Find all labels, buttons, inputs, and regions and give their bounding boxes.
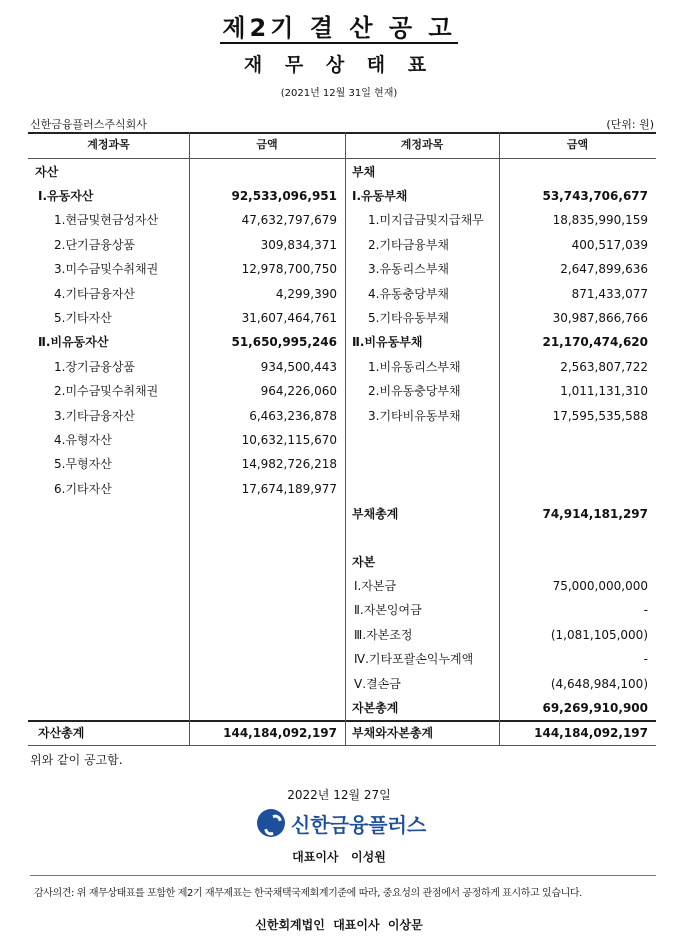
assets-account: 6.기타자산 — [54, 481, 112, 496]
grand-total-label: 부채와자본총계 — [352, 726, 434, 740]
liabilities-amount: 2,563,807,722 — [560, 359, 648, 374]
assets-row — [28, 452, 345, 476]
liabilities-amount: 53,743,706,677 — [542, 189, 648, 203]
equity-account: Ⅰ.자본금 — [354, 579, 397, 593]
assets-row — [28, 355, 345, 379]
assets-account: 5.기타자산 — [54, 311, 112, 325]
assets-amount: 47,632,797,679 — [241, 213, 337, 228]
liabilities-row — [345, 404, 656, 428]
liabilities-account: 1.비유동리스부채 — [368, 359, 461, 374]
assets-row — [28, 404, 345, 428]
liabilities-row — [345, 257, 656, 281]
audit-opinion: 감사의견: 위 재무상태표를 포함한 제2기 재무제표는 한국채택국제회계기준에 따라, 중요성의 관점에서 공정하게 표시하고 있습니다. — [34, 888, 582, 899]
equity-total-amount: 69,269,910,900 — [542, 701, 648, 715]
assets-row — [28, 184, 345, 208]
liabilities-row — [345, 282, 656, 306]
liabilities-amount: 2,647,899,636 — [560, 262, 648, 277]
assets-account: 2.미수금및수취채권 — [54, 384, 159, 399]
liabilities-amount: 400,517,039 — [571, 237, 648, 252]
assets-account: 2.단기금융상품 — [54, 237, 136, 252]
equity-row — [345, 623, 656, 647]
assets-total-row — [28, 721, 345, 745]
liabilities-account: 4.유동충당부채 — [368, 286, 450, 301]
liabilities-total-row — [345, 502, 656, 526]
liabilities-amount: 17,595,535,588 — [552, 408, 648, 423]
header-bottom-rule — [28, 158, 656, 159]
equity-account: Ⅴ.결손금 — [354, 676, 401, 691]
assets-amount: 92,533,096,951 — [231, 189, 337, 203]
assets-row — [28, 282, 345, 306]
liabilities-account: Ⅰ.유동부채 — [352, 189, 408, 203]
header-account-right: 계정과목 — [400, 138, 444, 151]
assets-account: 1.현금및현금성자산 — [54, 213, 159, 228]
assets-amount: 4,299,390 — [275, 286, 337, 301]
assets-row — [28, 379, 345, 403]
liabilities-row — [345, 330, 656, 354]
liabilities-amount: 21,170,474,620 — [542, 335, 648, 350]
assets-heading: 자산 — [35, 165, 59, 179]
assets-account: 5.무형자산 — [54, 457, 112, 472]
assets-account: 4.유형자산 — [54, 433, 112, 447]
equity-account: Ⅲ.자본조정 — [354, 627, 413, 642]
liabilities-row — [345, 208, 656, 232]
liabilities-total-amount: 74,914,181,297 — [542, 507, 648, 521]
assets-row — [28, 428, 345, 452]
equity-amount: - — [643, 652, 648, 667]
assets-row — [28, 477, 345, 501]
liabilities-amount: 871,433,077 — [571, 286, 648, 301]
assets-total-amount: 144,184,092,197 — [223, 726, 337, 740]
company-name: 신한금융플러스주식회사 — [30, 118, 147, 131]
assets-amount: 934,500,443 — [260, 359, 337, 374]
notice-statement: 위와 같이 공고함. — [30, 753, 123, 767]
equity-amount: - — [643, 603, 648, 618]
liabilities-account: Ⅱ.비유동부채 — [352, 335, 423, 350]
liabilities-account: 2.비유동충당부채 — [368, 384, 461, 399]
separator — [30, 875, 656, 876]
liabilities-account: 2.기타금융부채 — [368, 237, 450, 252]
assets-account: Ⅱ.비유동자산 — [38, 335, 109, 350]
equity-account: Ⅱ.자본잉여금 — [354, 603, 422, 618]
assets-account: 1.장기금융상품 — [54, 359, 136, 374]
notice-date: 2022년 12월 27일 — [287, 788, 391, 802]
assets-amount: 14,982,726,218 — [241, 457, 337, 472]
balance-sheet-table — [28, 132, 656, 746]
equity-total-row — [345, 696, 656, 720]
grand-total-row — [345, 721, 656, 745]
assets-row — [28, 306, 345, 330]
assets-row — [28, 257, 345, 281]
auditor-signature: 신한회계법인 대표이사 이상문 — [255, 918, 423, 932]
table-bottom-rule — [28, 745, 656, 746]
assets-row — [28, 233, 345, 257]
equity-amount: 75,000,000,000 — [552, 579, 648, 593]
assets-account: 4.기타금융자산 — [54, 286, 136, 301]
equity-heading: 자본 — [352, 555, 376, 569]
assets-amount: 964,226,060 — [260, 384, 337, 399]
equity-total-label: 자본총계 — [352, 701, 399, 715]
liabilities-heading: 부채 — [352, 165, 376, 179]
assets-row — [28, 208, 345, 232]
ceo-signature: 대표이사 이성원 — [292, 850, 386, 864]
header-account-left: 계정과목 — [87, 138, 130, 151]
liabilities-row — [345, 355, 656, 379]
assets-account: 3.기타금융자산 — [54, 408, 136, 423]
liabilities-account: 3.기타비유동부채 — [368, 408, 461, 423]
notice-title: 제2기 결 산 공 고 — [222, 14, 456, 42]
equity-account: Ⅳ.기타포괄손익누계액 — [354, 652, 474, 667]
logo-text: 신한금융플러스 — [291, 812, 427, 837]
liabilities-row — [345, 306, 656, 330]
assets-amount: 6,463,236,878 — [249, 408, 337, 423]
assets-account: I.유동자산 — [38, 189, 94, 203]
liabilities-amount: 1,011,131,310 — [560, 384, 648, 399]
unit-label: (단위: 원) — [606, 118, 654, 131]
statement-title: 재 무 상 태 표 — [243, 54, 435, 76]
assets-amount: 17,674,189,977 — [241, 481, 337, 496]
shinhan-logo-icon — [257, 809, 285, 837]
assets-account: 3.미수금및수취채권 — [54, 262, 159, 277]
liabilities-row — [345, 184, 656, 208]
liabilities-total-label: 부채총계 — [352, 507, 399, 521]
equity-row — [345, 672, 656, 696]
assets-total-label: 자산총계 — [38, 726, 85, 740]
liabilities-account: 3.유동리스부채 — [368, 262, 450, 277]
equity-amount: (4,648,984,100) — [550, 676, 648, 691]
header-amount-left: 금액 — [256, 138, 278, 151]
assets-amount: 10,632,115,670 — [241, 433, 337, 447]
assets-amount: 309,834,371 — [260, 237, 337, 252]
liabilities-row — [345, 379, 656, 403]
liabilities-row — [345, 233, 656, 257]
equity-row — [345, 598, 656, 622]
liabilities-amount: 18,835,990,159 — [552, 213, 648, 228]
header-amount-right: 금액 — [566, 138, 589, 151]
assets-amount: 31,607,464,761 — [241, 311, 337, 325]
equity-row — [345, 647, 656, 671]
assets-amount: 12,978,700,750 — [241, 262, 337, 277]
grand-total-amount: 144,184,092,197 — [534, 726, 648, 740]
liabilities-account: 1.미지급금및지급채무 — [368, 213, 484, 228]
company-logo — [257, 806, 426, 840]
as-of-date: (2021년 12월 31일 현재) — [280, 88, 398, 99]
liabilities-account: 5.기타유동부채 — [368, 311, 450, 325]
equity-row — [345, 574, 656, 598]
equity-amount: (1,081,105,000) — [550, 627, 648, 642]
liabilities-amount: 30,987,866,766 — [552, 311, 648, 325]
assets-row — [28, 330, 345, 354]
assets-amount: 51,650,995,246 — [231, 335, 337, 350]
